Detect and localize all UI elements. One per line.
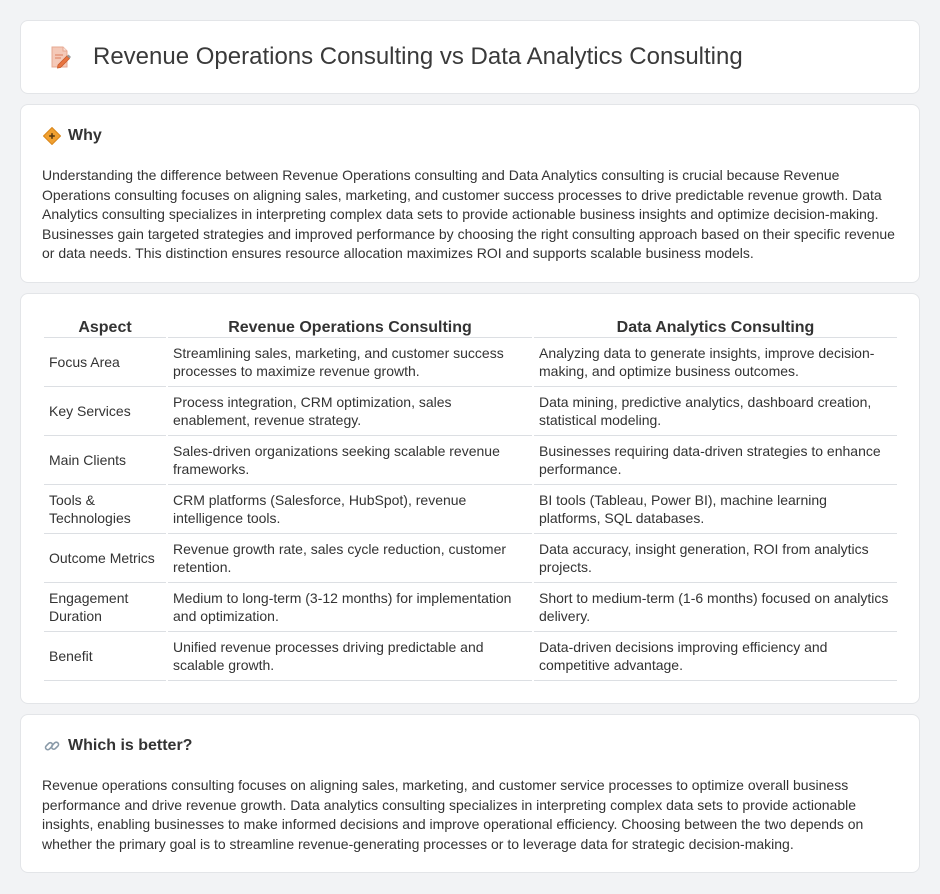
- cell-revenue-ops: Medium to long-term (3-12 months) for implementation and optimization.: [168, 583, 532, 632]
- cell-data-analytics: Businesses requiring data-driven strategies to enhance performance.: [534, 436, 897, 485]
- cell-aspect: Outcome Metrics: [44, 534, 166, 583]
- why-section: [20, 104, 920, 283]
- table-header-row: [44, 316, 897, 338]
- link-icon: [43, 737, 61, 755]
- cell-revenue-ops: Streamlining sales, marketing, and customer success processes to maximize revenue growth.: [168, 338, 532, 387]
- column-header-revenue-ops: Revenue Operations Consulting: [168, 316, 532, 338]
- cell-data-analytics: Short to medium-term (1-6 months) focused on analytics delivery.: [534, 583, 897, 632]
- table-row: [44, 632, 897, 681]
- table-row: [44, 583, 897, 632]
- title-card: [20, 20, 920, 94]
- table-row: [44, 387, 897, 436]
- cell-revenue-ops: Revenue growth rate, sales cycle reduction, customer retention.: [168, 534, 532, 583]
- why-heading: Why: [68, 127, 102, 144]
- table-row: [44, 436, 897, 485]
- cell-aspect: Engagement Duration: [44, 583, 166, 632]
- table-row: [44, 534, 897, 583]
- cell-aspect: Tools & Technologies: [44, 485, 166, 534]
- column-header-aspect: Aspect: [44, 316, 166, 338]
- page-title: Revenue Operations Consulting vs Data Analytics Consulting: [93, 43, 743, 70]
- document-pencil-icon: [47, 44, 73, 70]
- comparison-card: [20, 293, 920, 704]
- table-row: [44, 485, 897, 534]
- cell-aspect: Key Services: [44, 387, 166, 436]
- which-is-better-section: [20, 714, 920, 873]
- cell-aspect: Benefit: [44, 632, 166, 681]
- diamond-sign-icon: [43, 127, 61, 145]
- table-row: [44, 338, 897, 387]
- why-text: Understanding the difference between Revenue Operations consulting and Data Analytics consulting is crucial because Revenue Operations consulting focuses on aligning sales, marketing, and customer success processes to drive predictable revenue growth. Data Analytics consulting specializes in interpreting complex data sets to provide actionable business insights and optimize decision-making. Businesses gain targeted strategies and improved performance by choosing the right consulting approach based on their specific revenue or data needs. This distinction ensures resource allocation maximizes ROI and supports scalable business models.: [42, 167, 895, 261]
- cell-data-analytics: Data accuracy, insight generation, ROI from analytics projects.: [534, 534, 897, 583]
- which-is-better-text: Revenue operations consulting focuses on aligning sales, marketing, and customer service processes to optimize overall business performance and drive revenue growth. Data analytics consulting specializes in interpreting complex data sets to provide actionable insights, enabling businesses to make informed decisions and improve operational efficiency. Choosing between the two depends on whether the primary goal is to streamline revenue-generating processes or to leverage data for strategic decision-making.: [42, 777, 864, 852]
- cell-revenue-ops: Sales-driven organizations seeking scalable revenue frameworks.: [168, 436, 532, 485]
- cell-aspect: Main Clients: [44, 436, 166, 485]
- cell-data-analytics: BI tools (Tableau, Power BI), machine learning platforms, SQL databases.: [534, 485, 897, 534]
- cell-revenue-ops: Process integration, CRM optimization, sales enablement, revenue strategy.: [168, 387, 532, 436]
- which-is-better-heading: Which is better?: [68, 737, 193, 754]
- cell-data-analytics: Data mining, predictive analytics, dashboard creation, statistical modeling.: [534, 387, 897, 436]
- cell-data-analytics: Data-driven decisions improving efficiency and competitive advantage.: [534, 632, 897, 681]
- cell-aspect: Focus Area: [44, 338, 166, 387]
- comparison-table: [42, 316, 899, 681]
- cell-revenue-ops: CRM platforms (Salesforce, HubSpot), revenue intelligence tools.: [168, 485, 532, 534]
- cell-revenue-ops: Unified revenue processes driving predictable and scalable growth.: [168, 632, 532, 681]
- column-header-data-analytics: Data Analytics Consulting: [534, 316, 897, 338]
- cell-data-analytics: Analyzing data to generate insights, improve decision-making, and optimize business outcomes.: [534, 338, 897, 387]
